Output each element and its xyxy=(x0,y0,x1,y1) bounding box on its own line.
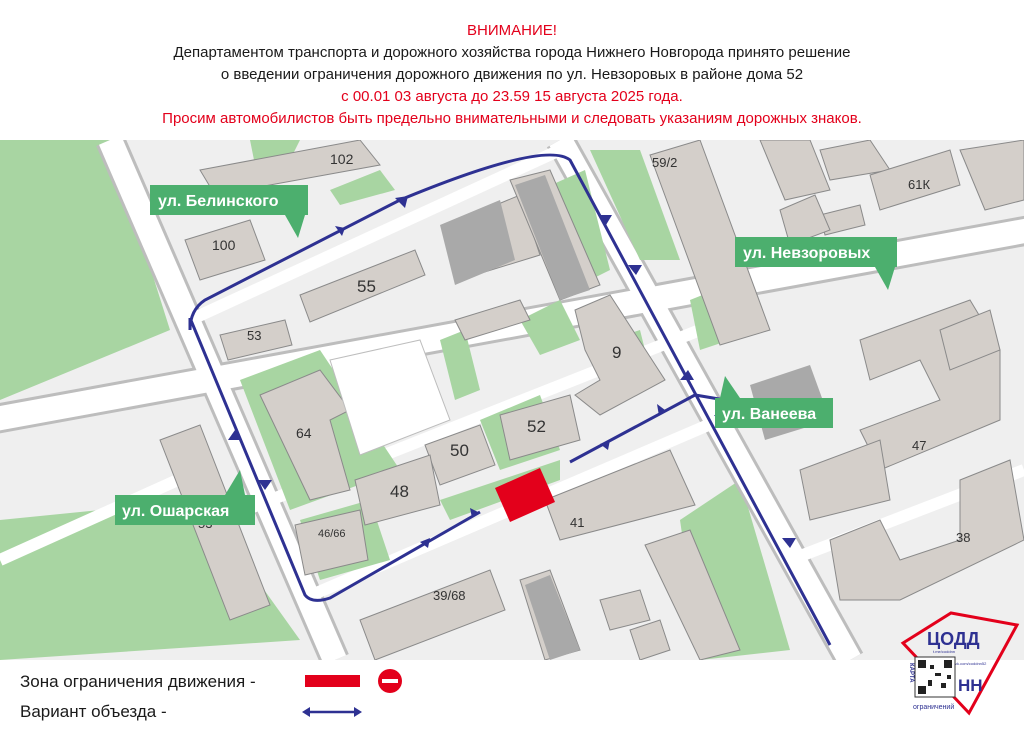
svg-text:ул. Ошарская: ул. Ошарская xyxy=(122,503,230,520)
building-41-label: 41 xyxy=(570,515,585,530)
codd-logo xyxy=(895,605,1020,717)
logo-tiny-1: t.me/coddnn xyxy=(933,649,956,654)
building-9-label: 9 xyxy=(612,343,622,362)
building-39-68-label: 39/68 xyxy=(433,588,466,603)
legend-zone-swatch xyxy=(305,675,360,687)
building-59-2-label: 59/2 xyxy=(652,155,678,170)
header-decision: Департаментом транспорта и дорожного хозяйства города Нижнего Новгорода принято решение xyxy=(173,44,851,61)
logo-vertical: КАРТА xyxy=(908,663,914,683)
logo-name: ЦОДД xyxy=(927,629,980,649)
header-attention: ВНИМАНИЕ! xyxy=(467,22,557,39)
building-47-label: 47 xyxy=(912,438,927,453)
header-period: с 00.01 03 августа до 23.59 15 августа 2025 года. xyxy=(341,88,683,105)
svg-text:ул. Невзоровых: ул. Невзоровых xyxy=(743,245,871,262)
building-64-label: 64 xyxy=(296,425,312,441)
svg-text:ул. Ванеева: ул. Ванеева xyxy=(722,406,817,423)
legend-detour-label: Вариант объезда - xyxy=(20,702,167,721)
map xyxy=(0,140,1024,660)
building-55-label: 55 xyxy=(357,277,376,296)
svg-text:ул. Белинского: ул. Белинского xyxy=(158,193,279,210)
logo-bottom: ограничений xyxy=(913,704,955,711)
building-48-label: 48 xyxy=(390,482,409,501)
building-46-66-label: 46/66 xyxy=(318,528,346,540)
legend-zone-symbols xyxy=(300,668,410,696)
legend-detour-symbol xyxy=(300,702,370,722)
building-100-label: 100 xyxy=(212,237,236,253)
building-52-label: 52 xyxy=(527,417,546,436)
legend-zone-label: Зона ограничения движения - xyxy=(20,672,256,691)
header-restriction: о введении ограничения дорожного движения по ул. Невзоровых в районе дома 52 xyxy=(220,66,804,83)
logo-tiny-2: vk.com/coddnn52 xyxy=(955,661,987,666)
building-38-label: 38 xyxy=(956,530,971,545)
building-50-label: 50 xyxy=(450,441,469,460)
logo-city: НН xyxy=(958,676,983,695)
building-102-label: 102 xyxy=(330,151,354,167)
building-61k-label: 61К xyxy=(908,177,931,192)
header-warning: Просим автомобилистов быть предельно внимательными и следовать указаниям дорожных знаков. xyxy=(162,110,862,127)
building-53-label: 53 xyxy=(247,328,262,343)
